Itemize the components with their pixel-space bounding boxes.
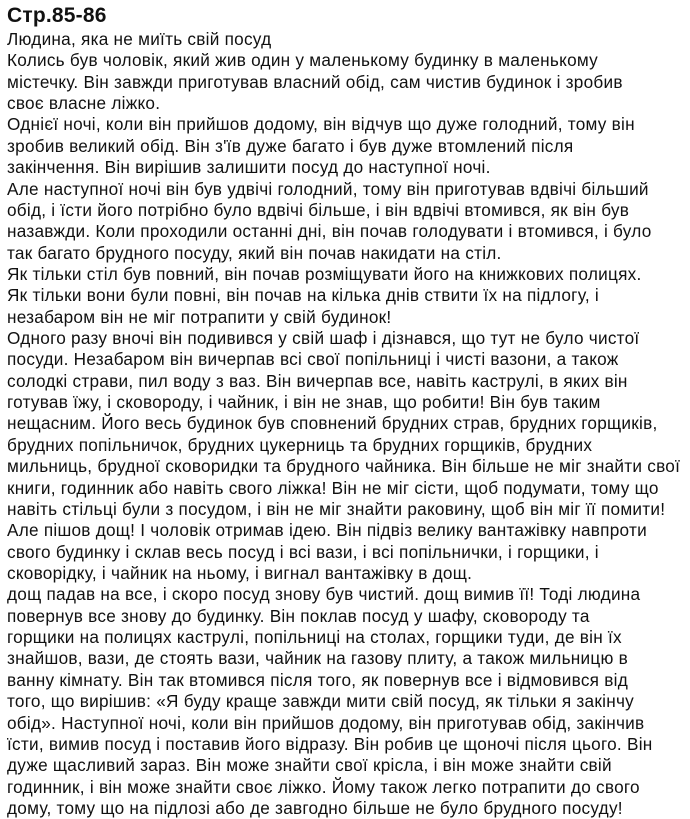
text-line: їсти, вимив посуд і поставив його відразу. Він робив це щоночі після цього. Він xyxy=(7,733,653,754)
text-line: Але наступної ночі він був удвічі голодний, тому він приготував вдвічі більший xyxy=(7,178,649,199)
text-line: солодкі страви, пил воду з ваз. Він вичерпав все, навіть каструлі, в яких він xyxy=(7,370,628,391)
text-line: своє власне ліжко. xyxy=(7,93,161,114)
text-line: дому, тому що на підлозі або де завгодно більше не було брудного посуду! xyxy=(7,797,623,818)
text-line: книги, годинник або навіть свого ліжка! Він не міг сісти, щоб подумати, тому що xyxy=(7,477,659,498)
text-line: Колись був чоловік, який жив один у маленькому будинку в маленькому xyxy=(7,50,598,71)
text-line: Але пішов дощ! І чоловік отримав ідею. Він підвіз велику вантажівку навпроти xyxy=(7,520,647,541)
text-line: повернув все знову до будинку. Він поклав посуд у шафу, сковороду та xyxy=(7,605,590,626)
text-line: мильниць, брудної сковоридки та брудного чайника. Він більше не міг знайти свої xyxy=(7,456,681,477)
text-line: навіть стільці були з посудом, і він не міг знайти раковину, щоб він міг її помити! xyxy=(7,498,666,519)
text-line: Як тільки вони були повні, він почав на кілька днів ствити їх на підлогу, і xyxy=(7,285,599,306)
text-line: обід, і їсти його потрібно було вдвічі більше, і він вдвічі втомився, як він був xyxy=(7,199,630,220)
text-line: того, що вирішив: «Я буду краще завжди мити свій посуд, як тільки я закінчу xyxy=(7,691,634,712)
text-line: посуди. Незабаром він вичерпав всі свої попільниці і чисті вазони, а також xyxy=(7,349,619,370)
text-line: годинник, і він може знайти своє ліжко. Йому також легко потрапити до свого xyxy=(7,776,640,797)
text-line: Однієї ночі, коли він прийшов додому, він відчув що дуже голодний, тому він xyxy=(7,114,635,135)
text-line: незабаром він не міг потрапити у свій будинок! xyxy=(7,306,392,327)
text-line: дуже щасливий зараз. Він може знайти свої крісла, і він може знайти свій xyxy=(7,755,612,776)
text-line: ванну кімнату. Він так втомився після того, як повернув все і відмовився від xyxy=(7,669,628,690)
text-line: Одного разу вночі він подивився у свій шаф і дізнався, що тут не було чистої xyxy=(7,328,640,349)
text-line: зробив великий обід. Він з'їв дуже багато і був дуже втомлений після xyxy=(7,135,574,156)
text-line: брудних попільничок, брудних цукерниць та брудних горщиків, брудних xyxy=(7,434,593,455)
text-line: готував їжу, і сковороду, і чайник, і він не знав, що робити! Він був таким xyxy=(7,392,601,413)
text-line: сковорідку, і чайник на ньому, і вигнал вантажівку в дощ. xyxy=(7,562,473,583)
text-line: назавжди. Коли проходили останні дні, він почав голодувати і втомився, і було xyxy=(7,221,652,242)
story-text xyxy=(7,29,687,819)
text-line: дощ падав на все, і скоро посуд знову був чистий. дощ вимив її! Тоді людина xyxy=(7,584,641,605)
text-line: свого будинку і склав весь посуд і всі вази, і всі попільнички, і горщики, і xyxy=(7,541,599,562)
text-line: нещасним. Його весь будинок був сповнений брудних страв, брудних горщиків, xyxy=(7,413,658,434)
text-line: обід». Наступної ночі, коли він прийшов додому, він приготував обід, закінчив xyxy=(7,712,645,733)
text-line: Як тільки стіл був повний, він почав розміщувати його на книжкових полицях. xyxy=(7,263,642,284)
text-line: так багато брудного посуду, який він почав накидати на стіл. xyxy=(7,242,502,263)
page-heading: Стр.85-86 xyxy=(7,4,107,27)
text-line: знайшов, вази, де стоять вази, чайник на газову плиту, а також мильницю в xyxy=(7,648,629,669)
text-line: Людина, яка не миїть свій посуд xyxy=(7,29,272,49)
text-line: містечку. Він завжди приготував власний обід, сам чистив будинок і зробив xyxy=(7,71,623,92)
text-line: горщики на полицях каструлі, попільниці на столах, горщики туди, де він їх xyxy=(7,627,622,648)
text-line: закінчення. Він вирішив залишити посуд до наступної ночі. xyxy=(7,157,491,178)
